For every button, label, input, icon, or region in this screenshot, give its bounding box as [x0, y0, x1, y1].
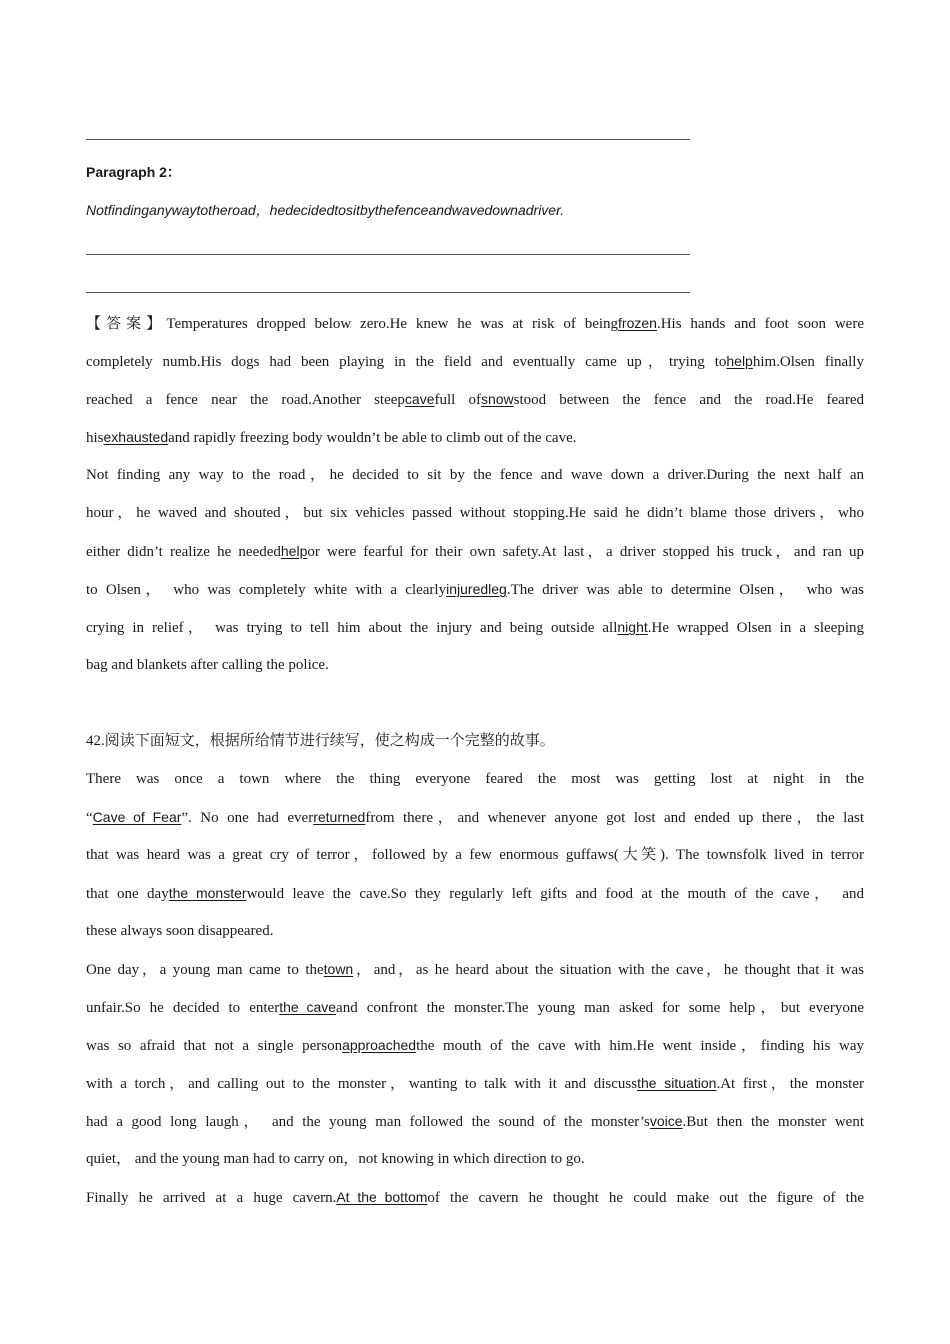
- text-run: .At first，the monster: [716, 1076, 864, 1092]
- text-line: [86, 836, 864, 874]
- text-line: [86, 874, 864, 912]
- text-run: the mouth of the cave with him.He went inside，finding his way: [416, 1038, 864, 1054]
- text-run: There was once a town where the thing everyone feared the most was getting lost at night in the: [86, 771, 864, 787]
- underlined-word: injuredleg: [446, 581, 507, 597]
- underlined-word: the_cave: [279, 999, 337, 1015]
- underlined-word: the_situation: [637, 1075, 717, 1091]
- text-run: crying in relief， was trying to tell him about the injury and being outside all: [86, 620, 618, 636]
- underlined-word: returned: [313, 809, 366, 825]
- text-run: 42.阅读下面短文，根据所给情节进行续写，使之构成一个完整的故事。: [86, 733, 555, 749]
- text-run: stood between the fence and the road.He feared: [513, 392, 864, 408]
- text-line: [86, 988, 864, 1026]
- text-run: Finally he arrived at a huge cavern.: [86, 1190, 337, 1206]
- text-line: [86, 570, 864, 608]
- underlined-word: town: [323, 961, 354, 977]
- text-run: that was heard was a great cry of terror，followed by a few enormous guffaws(大笑). The townsfolk lived in terror: [86, 847, 864, 863]
- text-run: his: [86, 430, 104, 446]
- underlined-word: At_the_bottom: [336, 1189, 428, 1205]
- text-run: Not finding any way to the road，he decided to sit by the fence and wave down a driver.During the next half an: [86, 467, 864, 483]
- text-line: [86, 912, 864, 950]
- underlined-word: approached: [342, 1037, 417, 1053]
- text-run: hour，he waved and shouted，but six vehicles passed without stopping.He said he didn’t blame those drivers，who: [86, 505, 864, 521]
- text-run: and rapidly freezing body wouldn’t be able to climb out of the cave.: [168, 430, 577, 446]
- text-line: [86, 646, 864, 684]
- text-run: him.Olsen finally: [752, 354, 864, 370]
- text-run: unfair.So he decided to enter: [86, 1000, 280, 1016]
- text-run: quiet， and the young man had to carry on，not knowing in which direction to go.: [86, 1151, 585, 1167]
- underlined-word: night: [617, 619, 648, 635]
- text-run: bag and blankets after calling the police.: [86, 657, 329, 673]
- text-run: from there，and whenever anyone got lost and ended up there，the last: [365, 810, 864, 826]
- text-line: [86, 608, 864, 646]
- text-run: .But then the monster went: [682, 1114, 864, 1130]
- text-line: [86, 304, 864, 342]
- underlined-word: help: [726, 353, 753, 369]
- answer-text: [86, 304, 864, 684]
- text-run: 【答案】Temperatures dropped below zero.He knew he was at risk of being: [86, 316, 619, 332]
- text-line: [86, 532, 864, 570]
- text-run: these always soon disappeared.: [86, 923, 274, 939]
- paragraph-heading: Paragraph 2：: [86, 164, 181, 180]
- text-line: [86, 950, 864, 988]
- text-run: of the cavern he thought he could make out the figure of the: [427, 1190, 864, 1206]
- answer-line-3: [86, 292, 690, 293]
- text-line: [86, 722, 864, 760]
- text-run: with a torch，and calling out to the monster，wanting to talk with it and discuss: [86, 1076, 638, 1092]
- text-line: [86, 760, 864, 798]
- text-run: to Olsen， who was completely white with a clearly: [86, 582, 447, 598]
- paragraph-starter: Notfindinganywaytotheroad，hedecidedtositbythefenceandwavedownadriver.: [86, 202, 565, 218]
- underlined-word: snow: [480, 391, 514, 407]
- text-run: completely numb.His dogs had been playing in the field and eventually came up，trying to: [86, 354, 727, 370]
- text-line: [86, 380, 864, 418]
- underlined-word: help: [280, 543, 308, 559]
- underlined-word: the_monster: [168, 885, 247, 901]
- text-run: was so afraid that not a single person: [86, 1038, 343, 1054]
- text-run: would leave the cave.So they regularly left gifts and food at the mouth of the cave， and: [246, 886, 865, 902]
- text-run: ”. No one had ever: [181, 810, 314, 826]
- text-run: reached a fence near the road.Another steep: [86, 392, 405, 408]
- text-line: [86, 1064, 864, 1102]
- text-line: [86, 418, 864, 456]
- text-run: full of: [434, 392, 481, 408]
- underlined-word: frozen: [618, 315, 657, 331]
- text-run: .The driver was able to determine Olsen， who was: [506, 582, 864, 598]
- text-run: had a good long laugh， and the young man followed the sound of the monster’s: [86, 1114, 650, 1130]
- text-line: [86, 494, 864, 532]
- text-run: One day，a young man came to the: [86, 962, 324, 978]
- text-line: [86, 798, 864, 836]
- text-run: that one day: [86, 886, 169, 902]
- text-line: [86, 1026, 864, 1064]
- underlined-word: cave: [404, 391, 435, 407]
- underlined-word: exhausted: [103, 429, 169, 445]
- text-run: .He wrapped Olsen in a sleeping: [647, 620, 864, 636]
- text-line: [86, 342, 864, 380]
- answer-line-1: [86, 139, 690, 140]
- text-line: [86, 1140, 864, 1178]
- question-42-text: [86, 722, 864, 1216]
- text-run: “: [86, 810, 93, 826]
- underlined-word: voice: [649, 1113, 683, 1129]
- text-run: .His hands and foot soon were: [656, 316, 864, 332]
- text-run: ，and，as he heard about the situation with the cave，he thought that it was: [353, 962, 864, 978]
- text-run: either didn’t realize he needed: [86, 544, 281, 560]
- text-line: [86, 456, 864, 494]
- text-run: or were fearful for their own safety.At last，a driver stopped his truck，and ran up: [307, 544, 864, 560]
- answer-line-2: [86, 254, 690, 255]
- text-line: [86, 1102, 864, 1140]
- underlined-word: Cave_of_Fear: [92, 809, 182, 825]
- text-line: [86, 1178, 864, 1216]
- text-run: and confront the monster.The young man asked for some help，but everyone: [336, 1000, 864, 1016]
